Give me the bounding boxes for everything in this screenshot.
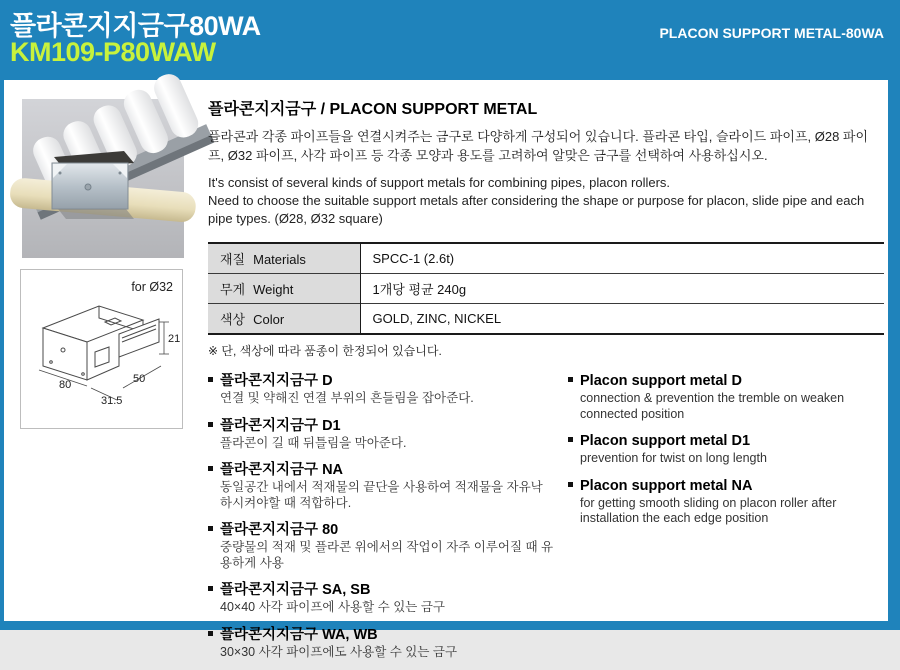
item-columns	[208, 372, 884, 670]
spec-table-row	[208, 274, 884, 304]
item-description: connection & prevention the tremble on weaken connected position	[580, 391, 845, 421]
list-item	[208, 521, 554, 571]
dim-depth-label: 31.5	[101, 395, 123, 407]
item-title: Placon support metal NA	[580, 477, 753, 494]
spec-label-cell: 무게 Weight	[208, 274, 360, 304]
spec-label-cell: 재질 Materials	[208, 243, 360, 274]
spec-value-cell: SPCC-1 (2.6t)	[360, 243, 884, 274]
intro-paragraph-ko: 플라콘과 각종 파이프들을 연결시켜주는 금구로 다양하게 구성되어 있습니다. 플라콘 타입, 슬라이드 파이프, Ø28 파이프, Ø32 파이프, 사각 파이프 등 각종 모양과 용도를 고려하여 알맞은 금구를 선택하여 사용하십시오.	[208, 129, 869, 163]
product-photo	[22, 99, 184, 258]
list-item	[208, 461, 554, 511]
page-title: 플라콘지지금구80WA	[10, 11, 261, 41]
spec-value-cell: GOLD, ZINC, NICKEL	[360, 304, 884, 335]
intro-en-line2: Need to choose the suitable support metals after considering the shape or purpose for placon, slide pipe and each pipe types. (Ø28, Ø32 square)	[208, 193, 865, 226]
item-title: 플라콘지지금구 D1	[220, 417, 341, 434]
bullet-square-icon	[568, 437, 573, 442]
list-item	[208, 626, 554, 661]
items-column-en	[568, 372, 884, 670]
item-title: 플라콘지지금구 WA, WB	[220, 626, 378, 643]
bullet-square-icon	[208, 586, 213, 591]
item-description: 동일공간 내에서 적재물의 끝단을 사용하여 적재물을 자유낙하시켜야할 때 적합하다.	[220, 480, 543, 510]
items-column-ko	[208, 372, 554, 670]
page-header	[0, 0, 900, 80]
spec-label-cell: 색상 Color	[208, 304, 360, 335]
bullet-square-icon	[208, 631, 213, 636]
bullet-square-icon	[568, 482, 573, 487]
spec-note: ※ 단, 색상에 따라 품종이 한정되어 있습니다.	[208, 344, 442, 358]
item-title: Placon support metal D	[580, 373, 742, 389]
item-title: 플라콘지지금구 D	[220, 373, 333, 389]
item-title: Placon support metal D1	[580, 433, 751, 449]
main-content	[208, 96, 884, 670]
bullet-square-icon	[208, 526, 213, 531]
spec-table-row	[208, 243, 884, 274]
item-description: 중량물의 적재 및 플라콘 위에서의 작업이 자주 이루어질 때 유용하게 사용	[220, 540, 554, 570]
dim-width-label: 80	[59, 379, 72, 391]
list-item	[208, 372, 554, 407]
spec-value-cell: 1개당 평균 240g	[360, 274, 884, 304]
item-description: prevention for twist on long length	[580, 451, 767, 465]
dimension-drawing	[20, 269, 183, 429]
intro-en-line1: It's consist of several kinds of support metals for combining pipes, placon rollers.	[208, 175, 671, 190]
item-title: 플라콘지지금구 80	[220, 522, 339, 538]
list-item	[568, 372, 884, 422]
bullet-square-icon	[208, 377, 213, 382]
bullet-square-icon	[208, 422, 213, 427]
intro-paragraph-en	[208, 174, 884, 228]
item-title: 플라콘지지금구 NA	[220, 462, 344, 478]
item-description: 플라콘이 길 때 뒤틀림을 막아준다.	[220, 435, 407, 450]
item-description: for getting smooth sliding on placon roller after installation the each edge position	[580, 495, 837, 525]
drawing-variant-label: for Ø32	[131, 280, 173, 294]
model-number: KM109-P80WAW	[10, 37, 216, 67]
frame-stripe-left	[0, 80, 4, 630]
bullet-square-icon	[568, 377, 573, 382]
item-description: 연결 및 약해진 연결 부위의 흔들림을 잡아준다.	[220, 391, 474, 405]
list-item	[208, 417, 554, 452]
spec-table-row	[208, 304, 884, 335]
spec-table	[208, 242, 884, 335]
bracket-isometric-drawing	[21, 270, 182, 428]
list-item	[568, 432, 884, 467]
dim-side-label: 50	[133, 373, 146, 385]
section-title: 플라콘지지금구 / PLACON SUPPORT METAL	[208, 101, 538, 118]
frame-stripe-right	[888, 80, 900, 630]
placon-roller-photo-graphic	[22, 99, 184, 258]
list-item	[568, 477, 884, 527]
item-title: 플라콘지지금구 SA, SB	[220, 582, 371, 598]
list-item	[208, 581, 554, 616]
item-description: 30×30 사각 파이프에도 사용할 수 있는 금구	[220, 644, 458, 659]
bullet-square-icon	[208, 466, 213, 471]
item-description: 40×40 사각 파이프에 사용할 수 있는 금구	[220, 600, 445, 614]
dim-height-label: 21	[168, 333, 181, 345]
page-title-en: PLACON SUPPORT METAL-80WA	[659, 25, 884, 41]
